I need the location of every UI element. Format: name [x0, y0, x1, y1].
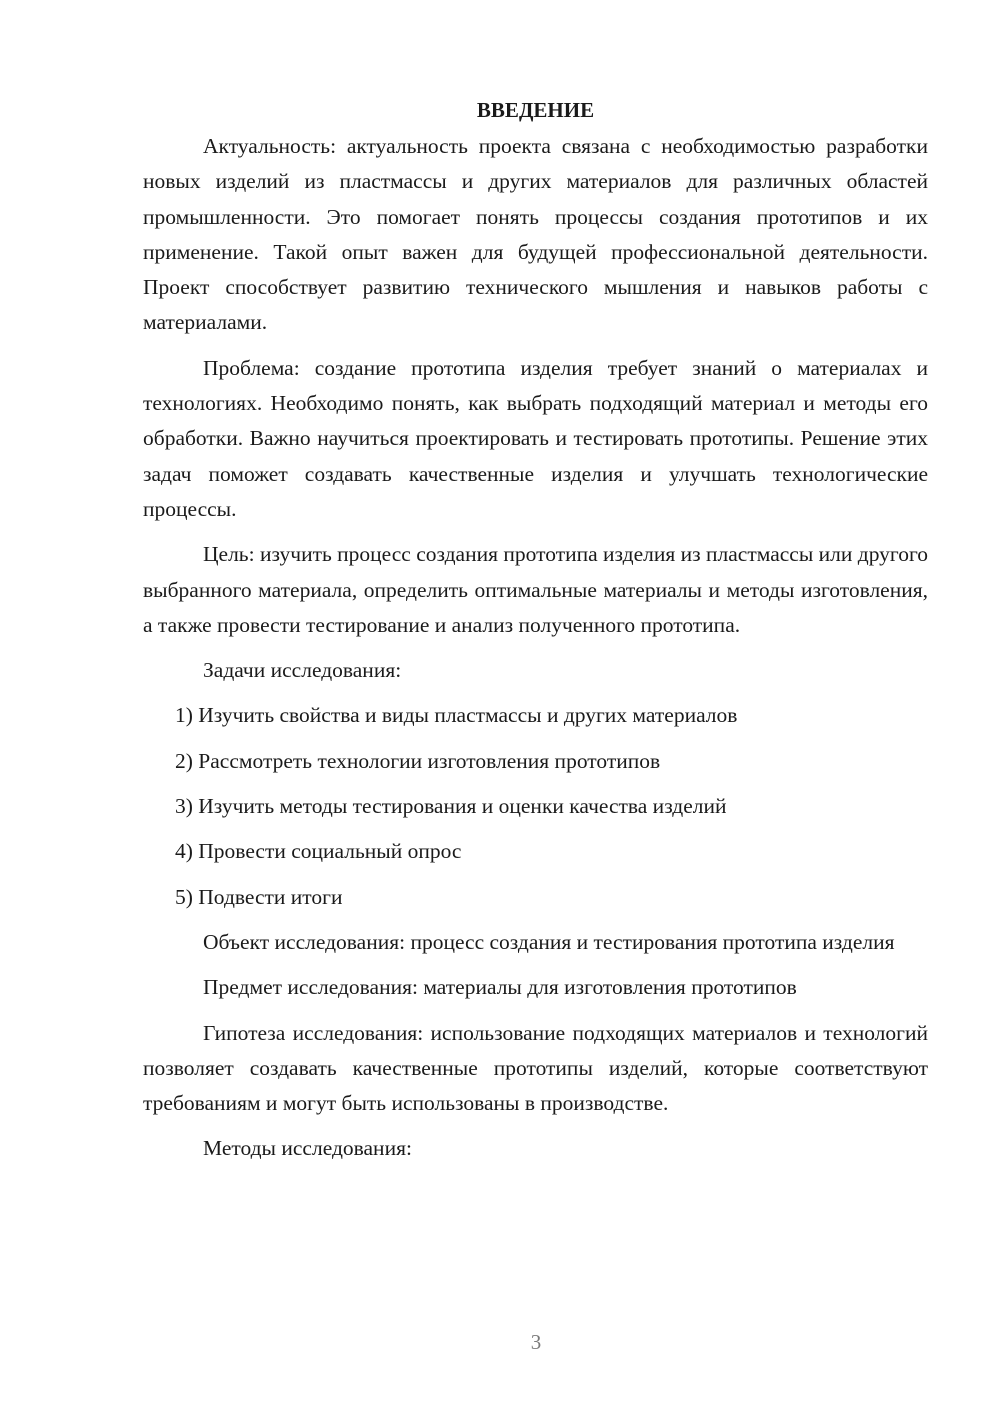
subject-paragraph: Предмет исследования: материалы для изготовления прототипов	[203, 975, 797, 1000]
relevance-paragraph: Актуальность: актуальность проекта связана с необходимостью разработки новых изделий из пластмассы и других материалов для различных областей промышленности. Это помогает понять процессы создания прототипов и их применение. Такой опыт важен для будущей профессиональной деятельности. Проект способствует развитию технического мышления и навыков работы с материалами.	[143, 134, 928, 335]
list-item: 5) Подвести итоги	[175, 884, 343, 909]
list-item: 3) Изучить методы тестирования и оценки качества изделий	[175, 794, 727, 819]
object-paragraph: Объект исследования: процесс создания и тестирования прототипа изделия	[203, 929, 895, 954]
methods-title: Методы исследования:	[203, 1136, 412, 1161]
page-number: 3	[530, 1330, 542, 1354]
section-heading: ВВЕДЕНИЕ	[476, 98, 595, 122]
tasks-title: Задачи исследования:	[203, 658, 402, 683]
tasks-list	[143, 698, 928, 914]
problem-paragraph: Проблема: создание прототипа изделия требует знаний о материалах и технологиях. Необходимо понять, как выбрать подходящий материал и методы его обработки. Важно научиться проектировать и тестировать прототипы. Решение этих задач поможет создавать качественные изделия и улучшать технологические процессы.	[143, 355, 928, 521]
list-item: 2) Рассмотреть технологии изготовления прототипов	[175, 748, 661, 773]
page-content	[143, 92, 928, 1177]
goal-paragraph: Цель: изучить процесс создания прототипа изделия из пластмассы или другого выбранного материала, определить оптимальные материалы и методы изготовления, а также провести тестирование и анализ полученного прототипа.	[143, 542, 928, 637]
list-item: 1) Изучить свойства и виды пластмассы и других материалов	[175, 703, 738, 728]
list-item: 4) Провести социальный опрос	[175, 839, 462, 864]
hypothesis-paragraph: Гипотеза исследования: использование подходящих материалов и технологий позволяет создавать качественные прототипы изделий, которые соответствуют требованиям и могут быть использованы в производстве.	[143, 1020, 928, 1116]
